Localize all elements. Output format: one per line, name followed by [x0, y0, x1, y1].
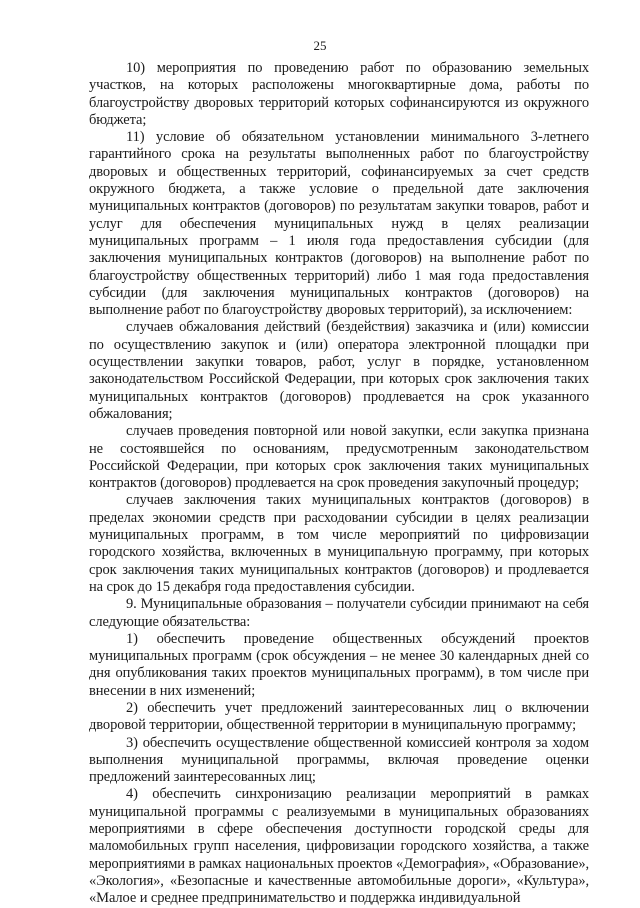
paragraph-section-9: 9. Муниципальные образования – получатели субсидии принимают на себя следующие обязательства: [89, 596, 589, 630]
paragraph-exception-appeal: случаев обжалования действий (бездействия) заказчика и (или) комиссии по осуществлению закупок и (или) оператора электронной площадки при осуществлении закупки товаров, работ, услуг в порядке, установленном законодательством Российской Федерации, при которых срок заключения таких муниципальных контрактов (договоров) продлевается на срок указанного обжалования; [89, 319, 589, 422]
paragraph-obligation-2: 2) обеспечить учет предложений заинтересованных лиц о включении дворовой территории, общественной территории в муниципальную программу; [89, 699, 589, 734]
paragraph-exception-savings: случаев заключения таких муниципальных контрактов (договоров) в пределах экономии средств при расходовании субсидии в целях реализации муниципальных программ, в том числе мероприятий по цифровизации городского хозяйства, включенных в муниципальную программу, при которых срок заключения таких муниципальных контрактов (договоров) и продлевается на срок до 15 декабря года предоставления субсидии. [89, 492, 589, 595]
document-body [89, 60, 589, 908]
paragraph-item-11: 11) условие об обязательном установлении минимального 3-летнего гарантийного срока на результаты выполненных работ по благоустройству дворовых и общественных территорий, софинансируемых за счет средств окружного бюджета, а также условие о предельной дате заключения муниципальных контрактов (договоров) по результатам закупки товаров, работ и услуг для обеспечения муниципальных нужд в целях реализации муниципальных программ – 1 июля года предоставления субсидии (для заключения муниципальных контрактов (договоров) на выполнение работ по благоустройству общественных территорий) либо 1 мая года предоставления субсидии (для заключения муниципальных контрактов (договоров) на выполнение работ по благоустройству дворовых территорий), за исключением: [89, 129, 589, 319]
page-number: 25 [313, 38, 327, 53]
paragraph-obligation-1: 1) обеспечить проведение общественных обсуждений проектов муниципальных программ (срок обсуждения – не менее 30 календарных дней со дня опубликования таких проектов муниципальных программ), в том числе при внесении в них изменений; [89, 630, 589, 699]
paragraph-obligation-4: 4) обеспечить синхронизацию реализации мероприятий в рамках муниципальной программы с реализуемыми в муниципальных образованиях мероприятиями в сфере обеспечения доступности городской среды для маломобильных групп населения, цифровизации городского хозяйства, а также мероприятиями в рамках национальных проектов «Демография», «Образование», «Экология», «Безопасные и качественные автомобильные дороги», «Культура», «Малое и среднее предпринимательство и поддержка индивидуальной [89, 786, 589, 907]
paragraph-item-10: 10) мероприятия по проведению работ по образованию земельных участков, на которых расположены многоквартирные дома, работы по благоустройству дворовых территорий которых софинансируются из окружного бюджета; [89, 60, 589, 128]
paragraph-exception-repeat-procurement: случаев проведения повторной или новой закупки, если закупка признана не состоявшейся по основаниям, предусмотренным законодательством Российской Федерации, при которых срок заключения таких муниципальных контрактов (договоров) продлевается на срок проведения закупочный процедур; [89, 423, 589, 492]
paragraph-obligation-3: 3) обеспечить осуществление общественной комиссией контроля за ходом выполнения муниципальной программы, включая проведение оценки предложений заинтересованных лиц; [89, 734, 589, 786]
